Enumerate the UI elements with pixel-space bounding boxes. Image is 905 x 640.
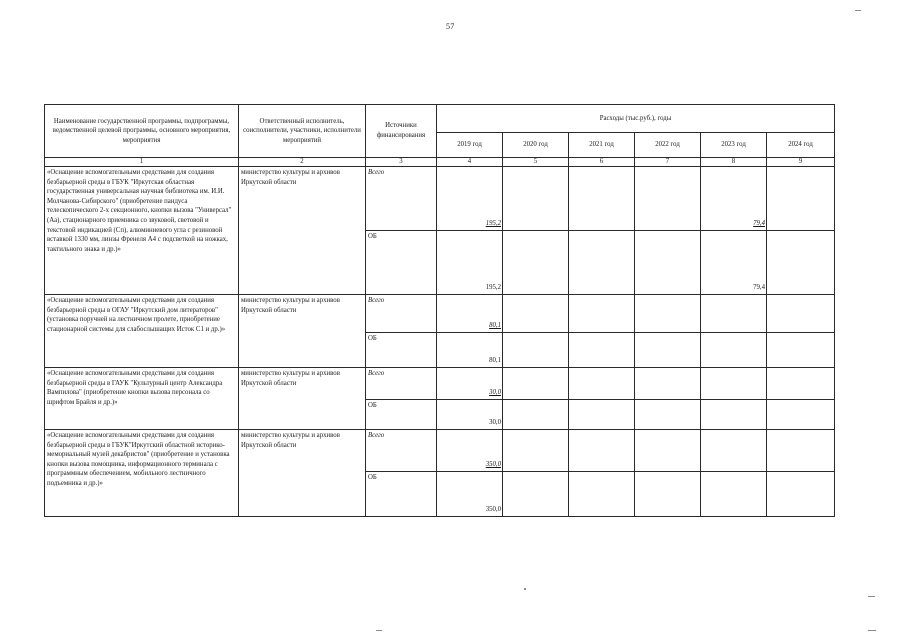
measure-name: «Оснащение вспомогательными средствами для создания безбарьерной среды в ГБУК "Иркутская областная государственная универсальная научная библиотека им. И.И. Молчанова-Сибирского" (приобретение пандуса телескопического 2-х секционного, кнопки вызова "Универсал" (Аа), стационарного приемника со звуковой, световой и текстовой индикацией (Сп), алюминиевого угла с резиновой вставкой 1330 мм, линзы Френеля А4 с подсветкой на ножках, тактильного знака и др.)» xyxy=(45,167,239,295)
total-value: 30,0 xyxy=(437,368,503,400)
source-ob-label: ОБ xyxy=(366,333,437,368)
column-index: 9 xyxy=(767,158,835,167)
scan-speck xyxy=(868,596,875,597)
scan-speck xyxy=(524,588,526,590)
ob-value xyxy=(503,333,569,368)
header-source-column: Источники финансирования xyxy=(366,105,437,158)
source-total-label: Всего xyxy=(366,167,437,231)
table-row xyxy=(45,167,835,231)
source-ob-label: ОБ xyxy=(366,400,437,430)
ob-value xyxy=(635,333,701,368)
total-value xyxy=(635,430,701,472)
total-value: 80,1 xyxy=(437,295,503,333)
column-index: 5 xyxy=(503,158,569,167)
measure-executor: министерство культуры и архивов Иркутской области xyxy=(239,295,366,368)
header-year: 2024 год xyxy=(767,133,835,158)
total-value xyxy=(569,167,635,231)
column-index: 1 xyxy=(45,158,239,167)
ob-value xyxy=(701,472,767,517)
scan-speck xyxy=(855,10,861,11)
page-number: 57 xyxy=(446,22,455,31)
header-executor-column: Ответственный исполнитель, соисполнители, участники, исполнители мероприятий xyxy=(239,105,366,158)
ob-value xyxy=(701,400,767,430)
ob-value: 80,1 xyxy=(437,333,503,368)
total-value xyxy=(635,167,701,231)
source-total-label: Всего xyxy=(366,368,437,400)
ob-value xyxy=(569,472,635,517)
ob-value xyxy=(701,333,767,368)
total-value xyxy=(503,295,569,333)
total-value xyxy=(701,295,767,333)
ob-value xyxy=(503,231,569,295)
total-value xyxy=(503,368,569,400)
ob-value xyxy=(767,231,835,295)
column-index: 4 xyxy=(437,158,503,167)
measure-name: «Оснащение вспомогательными средствами для создания безбарьерной среды в ГАУК "Культурный центр Александра Вампилова" (приобретение кнопки вызова персонала со шрифтом Брайля и др.)» xyxy=(45,368,239,430)
source-ob-label: ОБ xyxy=(366,231,437,295)
total-value xyxy=(569,430,635,472)
header-year: 2019 год xyxy=(437,133,503,158)
scan-speck xyxy=(868,630,876,631)
ob-value: 30,0 xyxy=(437,400,503,430)
total-value xyxy=(503,430,569,472)
financing-table xyxy=(44,104,835,517)
total-value xyxy=(767,368,835,400)
ob-value xyxy=(569,400,635,430)
total-value xyxy=(767,295,835,333)
ob-value: 195,2 xyxy=(437,231,503,295)
column-index: 6 xyxy=(569,158,635,167)
total-value xyxy=(569,295,635,333)
column-index: 7 xyxy=(635,158,701,167)
header-name-column: Наименование государственной программы, подпрограммы, ведомственной целевой программы, основного мероприятия, мероприятия xyxy=(45,105,239,158)
total-value xyxy=(635,368,701,400)
column-index: 3 xyxy=(366,158,437,167)
ob-value xyxy=(569,333,635,368)
ob-value xyxy=(635,400,701,430)
total-value xyxy=(635,295,701,333)
ob-value xyxy=(503,472,569,517)
ob-value xyxy=(635,472,701,517)
header-year: 2022 год xyxy=(635,133,701,158)
total-value xyxy=(503,167,569,231)
ob-value xyxy=(767,333,835,368)
header-year: 2020 год xyxy=(503,133,569,158)
source-total-label: Всего xyxy=(366,295,437,333)
ob-value: 350,0 xyxy=(437,472,503,517)
scan-speck xyxy=(376,630,382,631)
measure-executor: министерство культуры и архивов Иркутской области xyxy=(239,368,366,430)
total-value: 79,4 xyxy=(701,167,767,231)
table-header xyxy=(45,105,835,167)
total-value xyxy=(701,368,767,400)
header-year: 2021 год xyxy=(569,133,635,158)
total-value xyxy=(701,430,767,472)
source-total-label: Всего xyxy=(366,430,437,472)
column-index-row xyxy=(45,158,835,167)
header-expenses-column: Расходы (тыс.руб.), годы xyxy=(437,105,835,133)
ob-value xyxy=(569,231,635,295)
ob-value xyxy=(503,400,569,430)
ob-value xyxy=(767,400,835,430)
total-value: 350,0 xyxy=(437,430,503,472)
column-index: 8 xyxy=(701,158,767,167)
source-ob-label: ОБ xyxy=(366,472,437,517)
measure-executor: министерство культуры и архивов Иркутской области xyxy=(239,430,366,517)
table-row xyxy=(45,368,835,400)
total-value xyxy=(569,368,635,400)
ob-value xyxy=(767,472,835,517)
measure-name: «Оснащение вспомогательными средствами для создания безбарьерной среды в ОГАУ "Иркутский дом литераторов" (установка поручней на лестничном пролете, приобретение стационарной системы для слабослышащих Исток С1 и др.)» xyxy=(45,295,239,368)
ob-value xyxy=(635,231,701,295)
measure-executor: министерство культуры и архивов Иркутской области xyxy=(239,167,366,295)
total-value xyxy=(767,167,835,231)
table-row xyxy=(45,430,835,472)
column-index: 2 xyxy=(239,158,366,167)
measure-name: «Оснащение вспомогательными средствами для создания безбарьерной среды в ГБУК"Иркутский областной историко-мемориальный музей декабристов" (приобретение и установка кнопки вызова помощника, информационного терминала с программным обеспечением, мобильного лестничного подъемника и др.)» xyxy=(45,430,239,517)
total-value xyxy=(767,430,835,472)
header-year: 2023 год xyxy=(701,133,767,158)
total-value: 195,2 xyxy=(437,167,503,231)
ob-value: 79,4 xyxy=(701,231,767,295)
table-row xyxy=(45,295,835,333)
